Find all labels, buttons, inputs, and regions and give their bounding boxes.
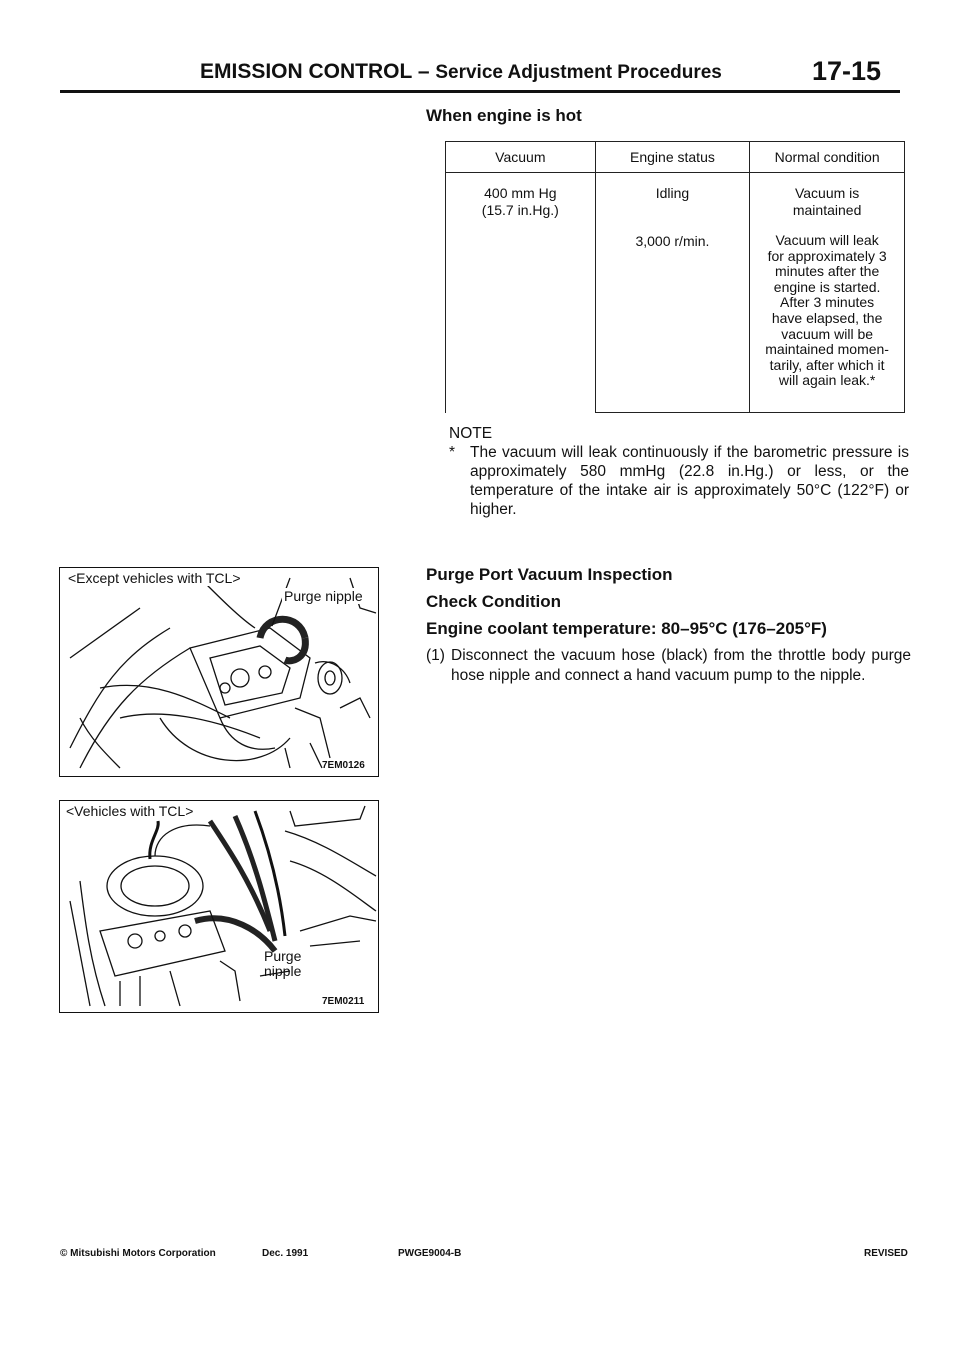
condition-line: maintained (792, 202, 862, 218)
figure-caption: <Except vehicles with TCL> (68, 570, 241, 586)
note-text: The vacuum will leak continuously if the barometric pressure is approximately 580 mmHg (22.8 in.Hg.) or less, or the temperature of the intake air is approximately 50°C (122°F) or higher. (470, 444, 909, 518)
procedure-step (426, 646, 911, 686)
section-title-main: EMISSION CONTROL (200, 60, 412, 83)
table-header-cell: Engine status (595, 142, 750, 173)
section-title (200, 60, 722, 84)
note-asterisk: * (449, 444, 456, 461)
page-number: 17-15 (812, 56, 882, 86)
figure-code: 7EM0211 (322, 996, 365, 1007)
purge-nipple-label: Purge nipple (284, 588, 363, 604)
condition-line: will again leak.* (778, 372, 876, 389)
purge-nipple-label (262, 949, 303, 979)
purge-label-line: nipple (264, 963, 302, 979)
vacuum-spec-table (445, 141, 905, 413)
figure-code: 7EM0126 (322, 760, 365, 771)
condition-line: minutes after the (774, 263, 880, 280)
purge-label-line: Purge (264, 948, 302, 964)
condition-line: for approximately 3 (767, 247, 887, 264)
table-header-cell: Normal condition (750, 142, 905, 173)
figure-except-tcl (59, 567, 379, 777)
condition-line: tarily, after which it (769, 356, 885, 373)
condition-cell (750, 225, 905, 413)
note-block (449, 424, 909, 519)
condition-line: engine is started. (773, 278, 881, 295)
vacuum-value-cell (446, 173, 596, 413)
table-row (446, 173, 905, 226)
condition-cell (750, 173, 905, 226)
document-code: PWGE9004-B (398, 1248, 462, 1259)
inspection-heading: Purge Port Vacuum Inspection (426, 565, 673, 584)
condition-line: Vacuum will leak (775, 232, 879, 248)
condition-line: vacuum will be (781, 325, 874, 342)
engine-status-cell: Idling (595, 173, 750, 226)
condition-line: have elapsed, the (771, 309, 883, 326)
condition-line: After 3 minutes (780, 294, 875, 311)
publication-date: Dec. 1991 (262, 1248, 309, 1259)
check-condition-heading: Check Condition (426, 592, 562, 611)
condition-line: Vacuum is (794, 185, 860, 201)
purge-inspection-section (426, 565, 911, 686)
vacuum-value-alt: (15.7 in.Hg.) (481, 202, 559, 218)
figure-caption: <Vehicles with TCL> (66, 803, 194, 819)
header-divider (60, 90, 900, 93)
table-header-cell: Vacuum (446, 142, 596, 173)
copyright-text: © Mitsubishi Motors Corporation (60, 1248, 216, 1259)
hot-engine-heading: When engine is hot (426, 106, 582, 125)
engine-illustration-2 (60, 801, 378, 1012)
step-number: (1) (426, 647, 445, 664)
figure-with-tcl (59, 800, 379, 1013)
section-title-dash: – (417, 60, 430, 83)
revision-status: REVISED (864, 1248, 908, 1259)
note-label: NOTE (449, 425, 493, 442)
vacuum-value: 400 mm Hg (484, 185, 557, 201)
section-title-subtitle: Service Adjustment Procedures (435, 62, 722, 83)
table-header-row (446, 142, 905, 173)
step-text: Disconnect the vacuum hose (black) from the throttle body purge hose nipple and connect a hand vacuum pump to the nipple. (451, 647, 911, 684)
engine-status-cell: 3,000 r/min. (595, 225, 750, 413)
condition-line: maintained momen- (765, 341, 889, 358)
coolant-temperature-condition: Engine coolant temperature: 80–95°C (176–205°F) (426, 619, 827, 638)
